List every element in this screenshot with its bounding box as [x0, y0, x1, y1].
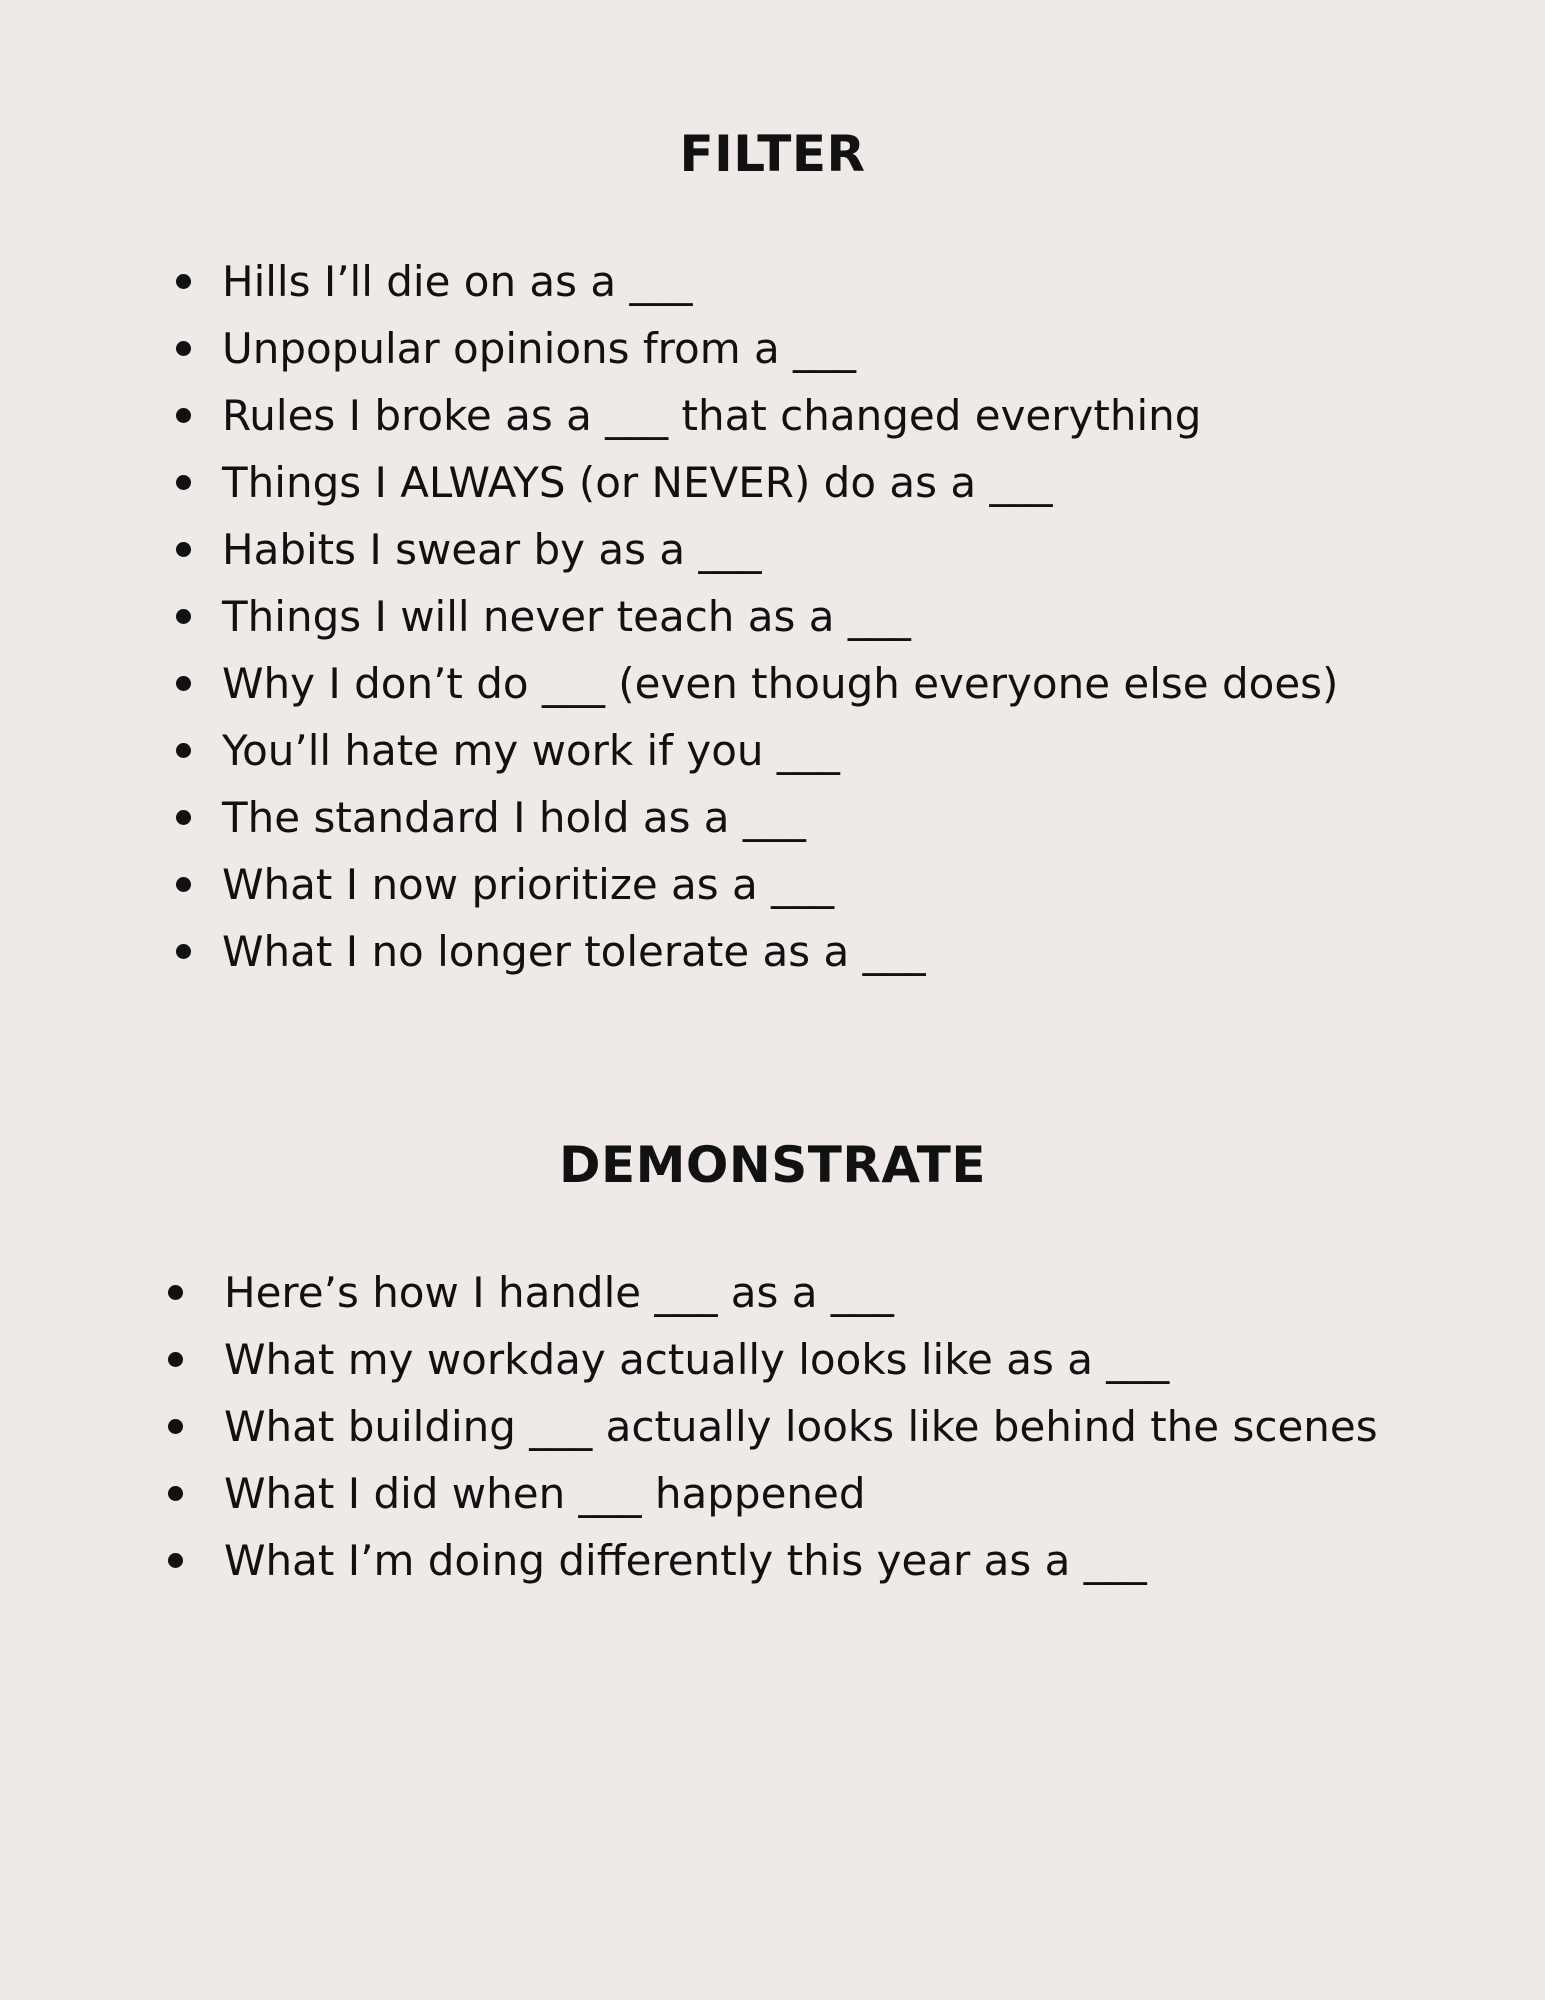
list-item-text: Why I don’t do ___ (even though everyone else does) — [222, 659, 1339, 708]
list-item — [172, 583, 1338, 650]
list-item-text: What building ___ actually looks like behind the scenes — [224, 1402, 1378, 1451]
bullet-icon — [176, 944, 191, 959]
bullet-icon — [168, 1486, 183, 1501]
demonstrate-section — [0, 1129, 1545, 1585]
bullet-icon — [168, 1285, 183, 1300]
bullet-icon — [176, 341, 191, 356]
filter-section — [0, 118, 1545, 976]
list-item — [172, 449, 1338, 516]
list-item-text: What I no longer tolerate as a ___ — [222, 927, 926, 976]
list-item — [172, 851, 1338, 918]
list-item-text: What my workday actually looks like as a ___ — [224, 1335, 1170, 1384]
list-item-text: Rules I broke as a ___ that changed everything — [222, 391, 1202, 440]
list-item — [164, 1393, 1378, 1460]
list-item — [172, 650, 1338, 717]
bullet-icon — [168, 1352, 183, 1367]
bullet-icon — [176, 542, 191, 557]
demonstrate-list — [164, 1259, 1378, 1594]
list-item-text: Habits I swear by as a ___ — [222, 525, 762, 574]
bullet-icon — [168, 1553, 183, 1568]
list-item-text: What I did when ___ happened — [224, 1469, 866, 1518]
list-item — [172, 717, 1338, 784]
bullet-icon — [176, 877, 191, 892]
demonstrate-heading: DEMONSTRATE — [559, 1136, 986, 1194]
bullet-icon — [176, 743, 191, 758]
list-item — [164, 1527, 1378, 1594]
filter-heading: FILTER — [679, 125, 866, 183]
bullet-icon — [176, 609, 191, 624]
list-item — [164, 1460, 1378, 1527]
bullet-icon — [168, 1419, 183, 1434]
list-item — [164, 1326, 1378, 1393]
list-item-text: Things I ALWAYS (or NEVER) do as a ___ — [222, 458, 1053, 507]
list-item-text: Hills I’ll die on as a ___ — [222, 257, 693, 306]
list-item-text: Unpopular opinions from a ___ — [222, 324, 857, 373]
bullet-icon — [176, 475, 191, 490]
filter-list — [172, 248, 1338, 985]
list-item-text: You’ll hate my work if you ___ — [222, 726, 840, 775]
list-item — [172, 516, 1338, 583]
list-item — [172, 248, 1338, 315]
list-item-text: What I now prioritize as a ___ — [222, 860, 835, 909]
list-item — [164, 1259, 1378, 1326]
list-item — [172, 382, 1338, 449]
list-item — [172, 918, 1338, 985]
list-item-text: Things I will never teach as a ___ — [222, 592, 911, 641]
list-item-text: What I’m doing differently this year as a ___ — [224, 1536, 1147, 1585]
list-item — [172, 315, 1338, 382]
bullet-icon — [176, 408, 191, 423]
list-item-text: Here’s how I handle ___ as a ___ — [224, 1268, 894, 1317]
bullet-icon — [176, 810, 191, 825]
list-item — [172, 784, 1338, 851]
list-item-text: The standard I hold as a ___ — [222, 793, 806, 842]
bullet-icon — [176, 676, 191, 691]
bullet-icon — [176, 274, 191, 289]
